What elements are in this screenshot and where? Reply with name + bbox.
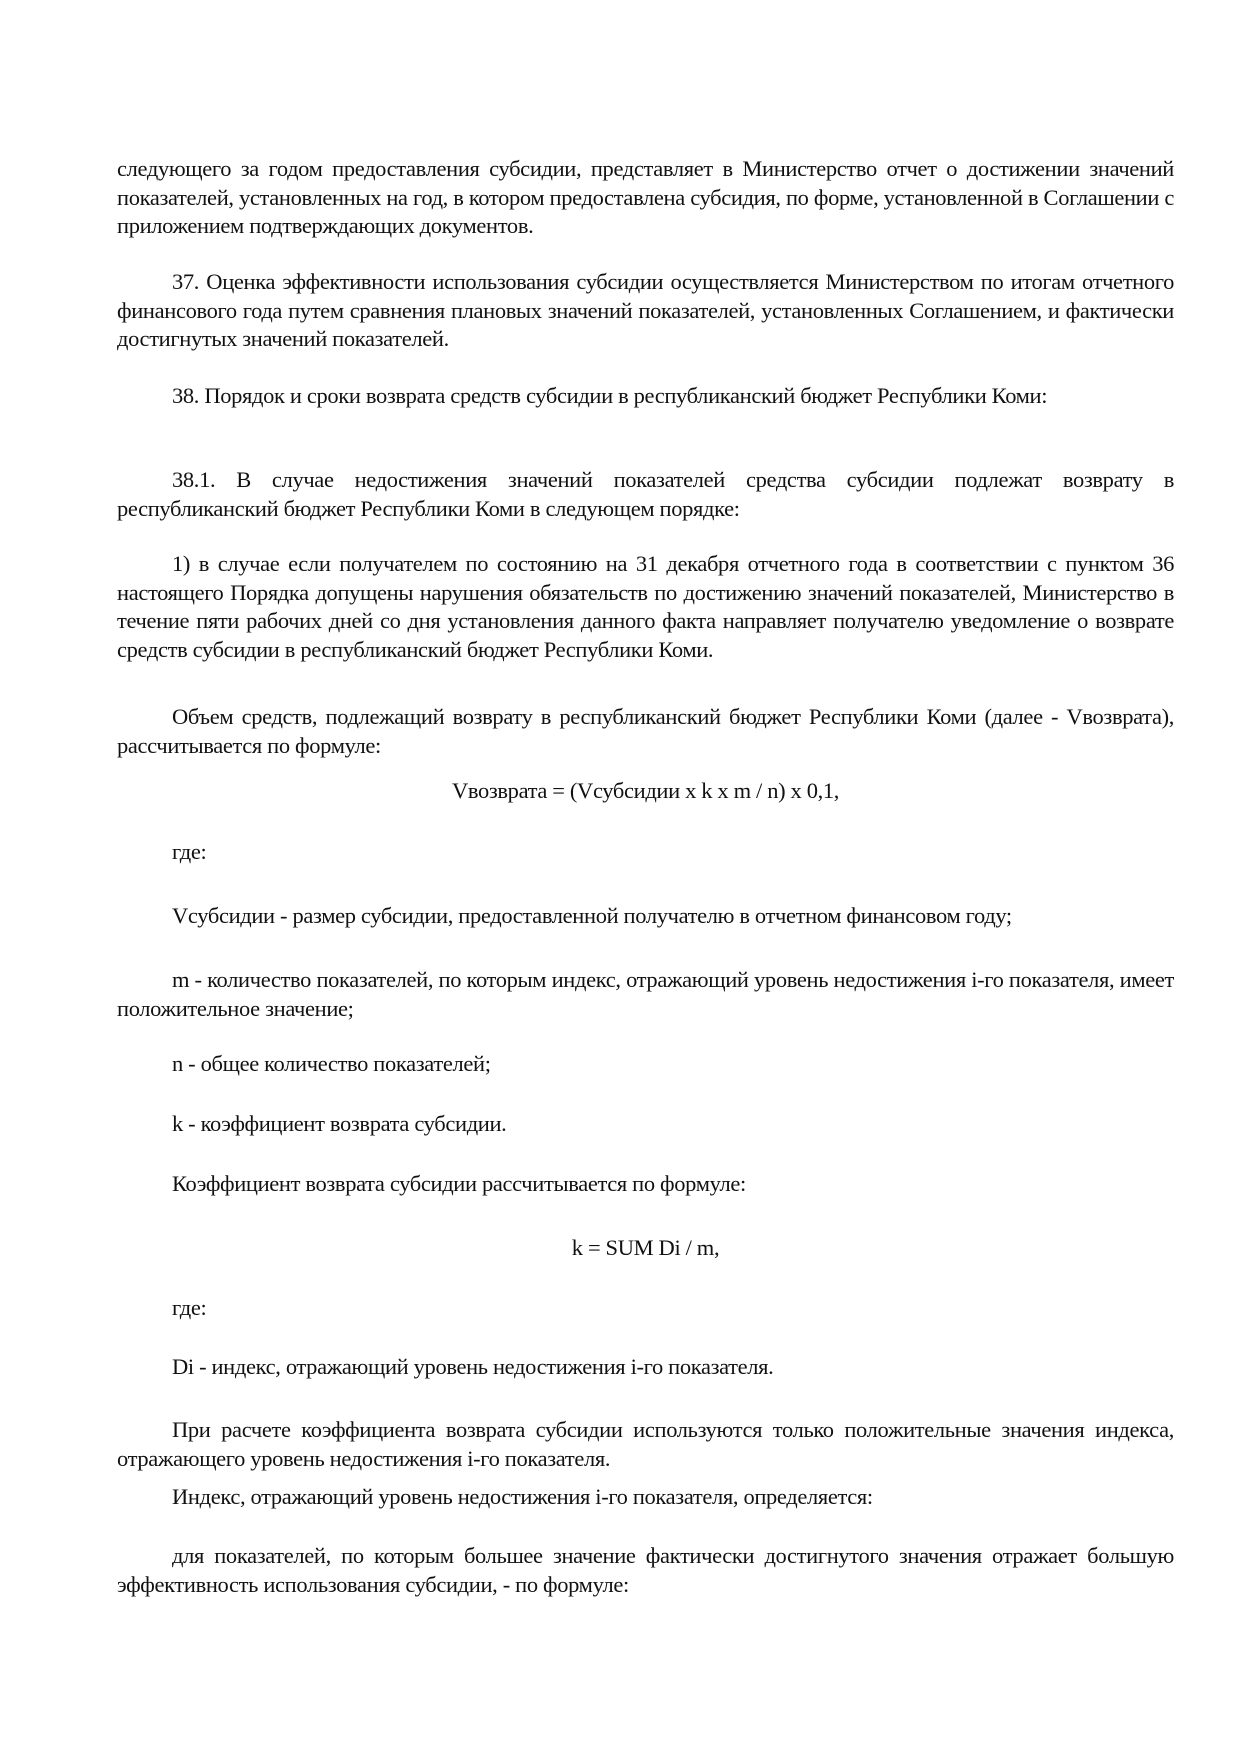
formula-v-return: Vвозврата = (Vсубсидии x k x m / n) x 0,1,: [451, 778, 840, 803]
paragraph-greater-is-better: для показателей, по которым большее значение фактически достигнутого значения отражает большую эффективность использования субсидии, - по формуле:: [117, 1543, 1174, 1597]
paragraph-38-1: 38.1. В случае недостижения значений показателей средства субсидии подлежат возврату в республиканский бюджет Республики Коми в следующем порядке:: [117, 467, 1174, 521]
paragraph-n-definition: n - общее количество показателей;: [172, 1051, 491, 1076]
paragraph-k-formula-intro: Коэффициент возврата субсидии рассчитывается по формуле:: [172, 1171, 746, 1196]
paragraph-index-defined: Индекс, отражающий уровень недостижения i-го показателя, определяется:: [172, 1484, 873, 1509]
paragraph-m-definition: m - количество показателей, по которым индекс, отражающий уровень недостижения i-го показателя, имеет положительное значение;: [117, 967, 1174, 1021]
paragraph-38: 38. Порядок и сроки возврата средств субсидии в республиканский бюджет Республики Коми:: [172, 383, 1048, 408]
paragraph-continuation: следующего за годом предоставления субсидии, представляет в Министерство отчет о достижении значений показателей, установленных на год, в котором предоставлена субсидия, по форме, установленной в Соглашении с приложением подтверждающих документов.: [117, 156, 1174, 239]
paragraph-where-1: где:: [172, 839, 207, 864]
paragraph-di-definition: Di - индекс, отражающий уровень недостижения i-го показателя.: [172, 1354, 774, 1379]
paragraph-return-volume: Объем средств, подлежащий возврату в республиканский бюджет Республики Коми (далее - Vвозврата), рассчитывается по формуле:: [117, 704, 1174, 758]
paragraph-k-definition: k - коэффициент возврата субсидии.: [172, 1111, 507, 1136]
paragraph-v-subsidy-definition: Vсубсидии - размер субсидии, предоставленной получателю в отчетном финансовом году;: [172, 903, 1012, 928]
paragraph-38-1-item-1: 1) в случае если получателем по состоянию на 31 декабря отчетного года в соответствии с пунктом 36 настоящего Порядка допущены нарушения обязательств по достижению значений показателей, Министерство в течение пяти рабочих дней со дня установления данного факта направляет получателю уведомление о возврате средств субсидии в республиканский бюджет Республики Коми.: [117, 551, 1174, 662]
paragraph-positive-values-only: При расчете коэффициента возврата субсидии используются только положительные значения индекса, отражающего уровень недостижения i-го показателя.: [117, 1417, 1174, 1471]
paragraph-37: 37. Оценка эффективности использования субсидии осуществляется Министерством по итогам отчетного финансового года путем сравнения плановых значений показателей, установленных Соглашением, и фактически достигнутых значений показателей.: [117, 269, 1174, 352]
paragraph-where-2: где:: [172, 1295, 207, 1320]
formula-k-coefficient: k = SUM Di / m,: [571, 1235, 720, 1260]
